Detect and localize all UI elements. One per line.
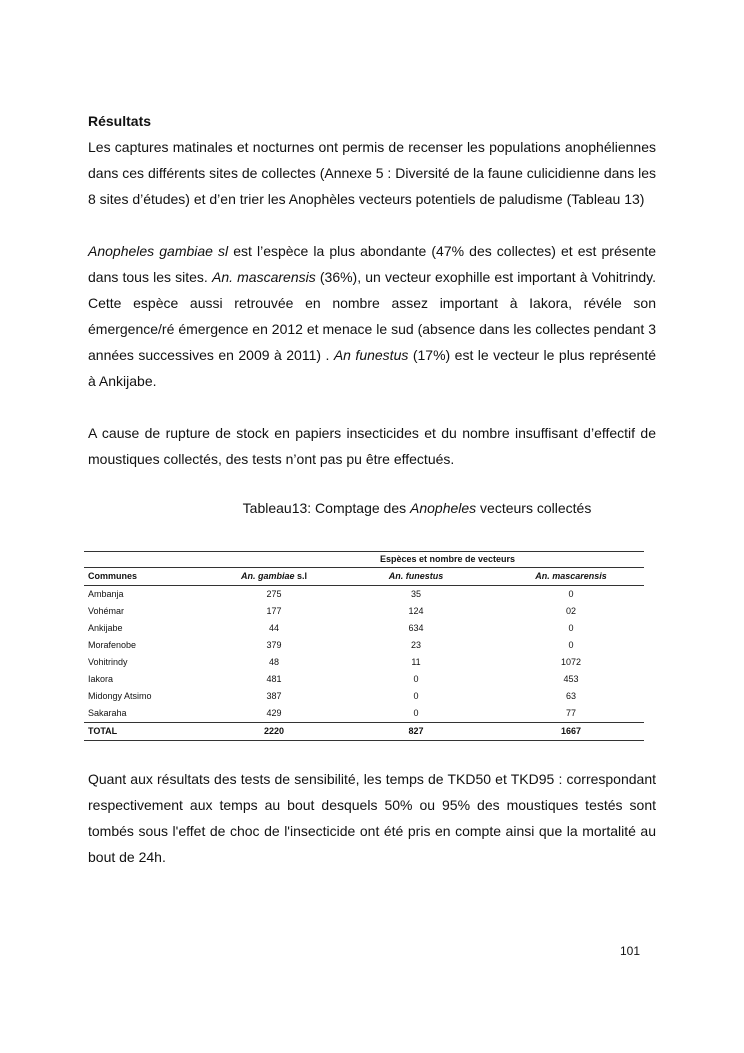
table-row (84, 654, 644, 671)
cell-gambiae: 387 (266, 691, 282, 701)
paragraph-sensitivity-text: Quant aux résultats des tests de sensibilité, les temps de TKD50 et TKD95 : correspondant respectivement aux temps au bout desquels 50% ou 95% des moustiques testés sont tombés sous l'effet de choc de l'insecticide ont été pris en compte ainsi que la mortalité au bout de 24h. (88, 771, 656, 865)
paragraph-stock-text: A cause de rupture de stock en papiers insecticides et du nombre insuffisant d’effectif de moustiques collectés, des tests n’ont pas pu être effectués. (88, 425, 656, 467)
caption-italic: Anopheles (410, 500, 477, 516)
species-funestus: An funestus (333, 347, 409, 363)
total-gambiae: 2220 (214, 723, 334, 741)
cell-funestus: 0 (413, 691, 419, 701)
cell-gambiae: 481 (266, 674, 282, 684)
paragraph-sensitivity (88, 766, 656, 870)
cell-gambiae: 48 (268, 657, 279, 667)
paragraph-stock (88, 420, 656, 472)
cell-mascarensis: 63 (565, 691, 576, 701)
cell-commune: Sakaraha (88, 708, 127, 718)
header-funestus: An. funestus (334, 568, 498, 586)
species-gambiae: Anopheles gambiae sl (88, 243, 229, 259)
total-funestus: 827 (334, 723, 498, 741)
caption-suffix: vecteurs collectés (476, 500, 592, 516)
cell-mascarensis: 0 (568, 623, 574, 633)
caption-prefix: Tableau13: Comptage des (242, 500, 410, 516)
group-header-label: Espèces et nombre de vecteurs (334, 552, 644, 568)
cell-funestus: 634 (408, 623, 424, 633)
cell-funestus: 23 (410, 640, 421, 650)
cell-gambiae: 177 (266, 606, 282, 616)
table-row (84, 637, 644, 654)
cell-funestus: 11 (411, 657, 421, 667)
cell-commune: Ankijabe (88, 623, 123, 633)
page-number: 101 (620, 944, 641, 958)
cell-commune: Midongy Atsimo (88, 691, 152, 701)
header-communes: Communes (84, 568, 214, 586)
cell-commune: Vohitrindy (88, 657, 128, 667)
cell-mascarensis: 02 (565, 606, 576, 616)
table-caption (0, 500, 744, 516)
cell-mascarensis: 1072 (560, 657, 582, 667)
cell-mascarensis: 0 (568, 640, 574, 650)
table-row (84, 671, 644, 688)
cell-mascarensis: 77 (565, 708, 576, 718)
cell-commune: Ambanja (88, 589, 124, 599)
section-heading: Résultats (88, 113, 152, 129)
cell-commune: Morafenobe (88, 640, 137, 650)
paragraph-species (88, 238, 656, 394)
cell-commune: Iakora (88, 674, 114, 684)
table-header-row (84, 568, 644, 586)
vector-count-table (84, 551, 644, 741)
paragraph-captures-text: Les captures matinales et nocturnes ont permis de recenser les populations anophéliennes dans ces différents sites de collectes (Annexe 5 : Diversité de la faune culicidienne dans les 8 sites d’études) et d’en trier les Anophèles vecteurs potentiels de paludisme (Tableau 13) (88, 139, 656, 207)
table-total-row (84, 723, 644, 741)
species-text-3: (17%) est le vecteur le plus représenté à Ankijabe. (88, 347, 656, 389)
cell-gambiae: 275 (266, 589, 282, 599)
cell-mascarensis: 453 (563, 674, 579, 684)
header-gambiae: An. gambiae s.l (214, 568, 334, 586)
table-group-header-row (84, 552, 644, 568)
total-mascarensis: 1667 (498, 723, 644, 741)
cell-gambiae: 44 (268, 623, 279, 633)
cell-funestus: 35 (410, 589, 421, 599)
species-text-2: (36%), un vecteur exophille est important à Vohitrindy. Cette espèce aussi retrouvée en nombre assez important à Iakora, révéle son émergence/ré émergence en 2012 et menace le sud (absence dans les collectes pendant 3 années successives en 2009 à 2011) . (88, 269, 657, 363)
table-row (84, 603, 644, 620)
cell-mascarensis: 0 (568, 589, 574, 599)
table-row (84, 586, 644, 604)
header-mascarensis: An. mascarensis (498, 568, 644, 586)
table-row (84, 620, 644, 637)
cell-funestus: 0 (413, 708, 419, 718)
total-label: TOTAL (84, 723, 214, 741)
species-mascarensis: An. mascarensis (211, 269, 316, 285)
paragraph-captures (88, 134, 656, 212)
cell-commune: Vohémar (88, 606, 125, 616)
cell-gambiae: 429 (266, 708, 282, 718)
species-text-1: est l’espèce la plus abondante (47% des collectes) et est présente dans tous les sites. (88, 243, 656, 285)
cell-funestus: 0 (413, 674, 419, 684)
cell-funestus: 124 (408, 606, 424, 616)
table-row (84, 688, 644, 705)
table-row (84, 705, 644, 723)
cell-gambiae: 379 (266, 640, 282, 650)
